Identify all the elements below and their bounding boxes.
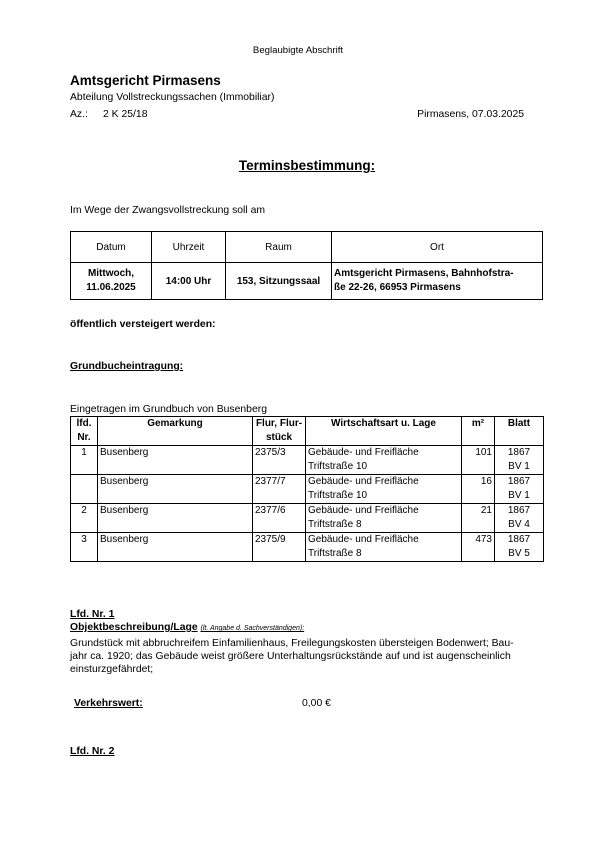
row-wirtschaft-line2: Triftstraße 10	[308, 461, 368, 472]
header-ort: Ort	[332, 232, 543, 263]
row-blatt-bv: BV 1	[508, 490, 530, 501]
row-blatt-number: 1867	[507, 447, 531, 458]
row-blatt	[495, 475, 544, 504]
table-row	[71, 446, 544, 475]
row-wirtschaft-line1: Gebäude- und Freifläche	[308, 505, 419, 516]
table-row	[71, 504, 544, 533]
item1-description-line1: Grundstück mit abbruchreifem Einfamilienhaus, Freilegungskosten übersteigen Bodenwert; Bau-	[70, 638, 514, 649]
auction-text: öffentlich versteigert werden:	[70, 319, 216, 330]
col-flur	[253, 417, 306, 446]
schedule-header-row	[71, 232, 543, 263]
row-area: 473	[462, 533, 495, 562]
row-nr: 3	[71, 533, 98, 562]
row-wirtschaft-line1: Gebäude- und Freifläche	[308, 534, 419, 545]
item1-description-note: (lt. Angabe d. Sachverständigen):	[200, 625, 305, 632]
row-area: 101	[462, 446, 495, 475]
item1-value-label: Verkehrswert:	[74, 698, 143, 709]
schedule-time: 14:00 Uhr	[152, 263, 226, 300]
header-uhrzeit: Uhrzeit	[152, 232, 226, 263]
table-row	[71, 475, 544, 504]
col-nr	[71, 417, 98, 446]
row-gemarkung: Busenberg	[98, 475, 253, 504]
document-title: Terminsbestimmung:	[238, 158, 376, 173]
row-gemarkung: Busenberg	[98, 533, 253, 562]
row-blatt-bv: BV 4	[508, 519, 530, 530]
court-name: Amtsgericht Pirmasens	[70, 73, 221, 88]
schedule-room: 153, Sitzungssaal	[226, 263, 332, 300]
register-intro: Eingetragen im Grundbuch von Busenberg	[70, 404, 267, 415]
col-wirtschaft: Wirtschaftsart u. Lage	[306, 417, 462, 446]
row-wirtschaft-line1: Gebäude- und Freifläche	[308, 476, 419, 487]
row-blatt	[495, 533, 544, 562]
court-department: Abteilung Vollstreckungssachen (Immobiliar)	[70, 92, 275, 103]
row-nr: 2	[71, 504, 98, 533]
row-wirtschaft-line1: Gebäude- und Freifläche	[308, 447, 419, 458]
item1-description	[70, 637, 514, 676]
row-blatt-number: 1867	[507, 534, 531, 545]
col-gemarkung: Gemarkung	[98, 417, 253, 446]
row-blatt-bv: BV 5	[508, 548, 530, 559]
item1-heading: Lfd. Nr. 1	[70, 609, 115, 620]
schedule-date	[71, 263, 152, 300]
schedule-table	[70, 231, 543, 300]
header-datum: Datum	[71, 232, 152, 263]
row-flur: 2375/9	[253, 533, 306, 562]
row-nr	[71, 475, 98, 504]
row-nr: 1	[71, 446, 98, 475]
certified-copy-note: Beglaubigte Abschrift	[252, 45, 344, 56]
intro-text: Im Wege der Zwangsvollstreckung soll am	[70, 205, 265, 216]
row-wirtschaft	[306, 446, 462, 475]
item1-description-line2: jahr ca. 1920; das Gebäude weist größere Unterhaltungsrückstände auf und ist augenscheinlich	[70, 651, 511, 662]
row-flur: 2375/3	[253, 446, 306, 475]
land-register-heading: Grundbucheintragung:	[70, 361, 184, 372]
item1-value: 0,00 €	[302, 698, 331, 709]
row-wirtschaft	[306, 475, 462, 504]
row-wirtschaft-line2: Triftstraße 10	[308, 490, 368, 501]
parcels-table	[70, 416, 544, 562]
item1-description-heading: Objektbeschreibung/Lage	[70, 622, 198, 633]
row-wirtschaft	[306, 504, 462, 533]
parcels-header-row	[71, 417, 544, 446]
row-gemarkung: Busenberg	[98, 446, 253, 475]
row-flur: 2377/7	[253, 475, 306, 504]
row-blatt-number: 1867	[507, 476, 531, 487]
row-wirtschaft-line2: Triftstraße 8	[308, 548, 362, 559]
row-blatt-bv: BV 1	[508, 461, 530, 472]
schedule-place	[332, 263, 543, 300]
item1-description-heading-line	[70, 621, 304, 635]
item1-description-line3: einsturzgefährdet;	[70, 664, 154, 675]
schedule-place-line1: Amtsgericht Pirmasens, Bahnhofstra-	[334, 268, 514, 279]
header-raum: Raum	[226, 232, 332, 263]
table-row	[71, 533, 544, 562]
row-wirtschaft	[306, 533, 462, 562]
row-flur: 2377/6	[253, 504, 306, 533]
col-flur-line1: Flur, Flur-	[255, 418, 303, 429]
row-blatt	[495, 504, 544, 533]
row-blatt	[495, 446, 544, 475]
col-nr-line1: lfd.	[76, 418, 92, 429]
schedule-date-weekday: Mittwoch,	[87, 268, 135, 279]
col-flur-line2: stück	[265, 432, 293, 443]
file-number-label: Az.:	[70, 109, 88, 120]
col-nr-line2: Nr.	[77, 432, 91, 443]
row-blatt-number: 1867	[507, 505, 531, 516]
col-area: m²	[462, 417, 495, 446]
schedule-place-line2: ße 22-26, 66953 Pirmasens	[334, 282, 461, 293]
row-wirtschaft-line2: Triftstraße 8	[308, 519, 362, 530]
schedule-data-row	[71, 263, 543, 300]
place-date: Pirmasens, 07.03.2025	[417, 109, 524, 120]
schedule-date-value: 11.06.2025	[86, 282, 136, 293]
col-blatt: Blatt	[495, 417, 544, 446]
row-gemarkung: Busenberg	[98, 504, 253, 533]
item2-heading: Lfd. Nr. 2	[70, 746, 115, 757]
file-number: 2 K 25/18	[103, 109, 148, 120]
row-area: 16	[462, 475, 495, 504]
row-area: 21	[462, 504, 495, 533]
